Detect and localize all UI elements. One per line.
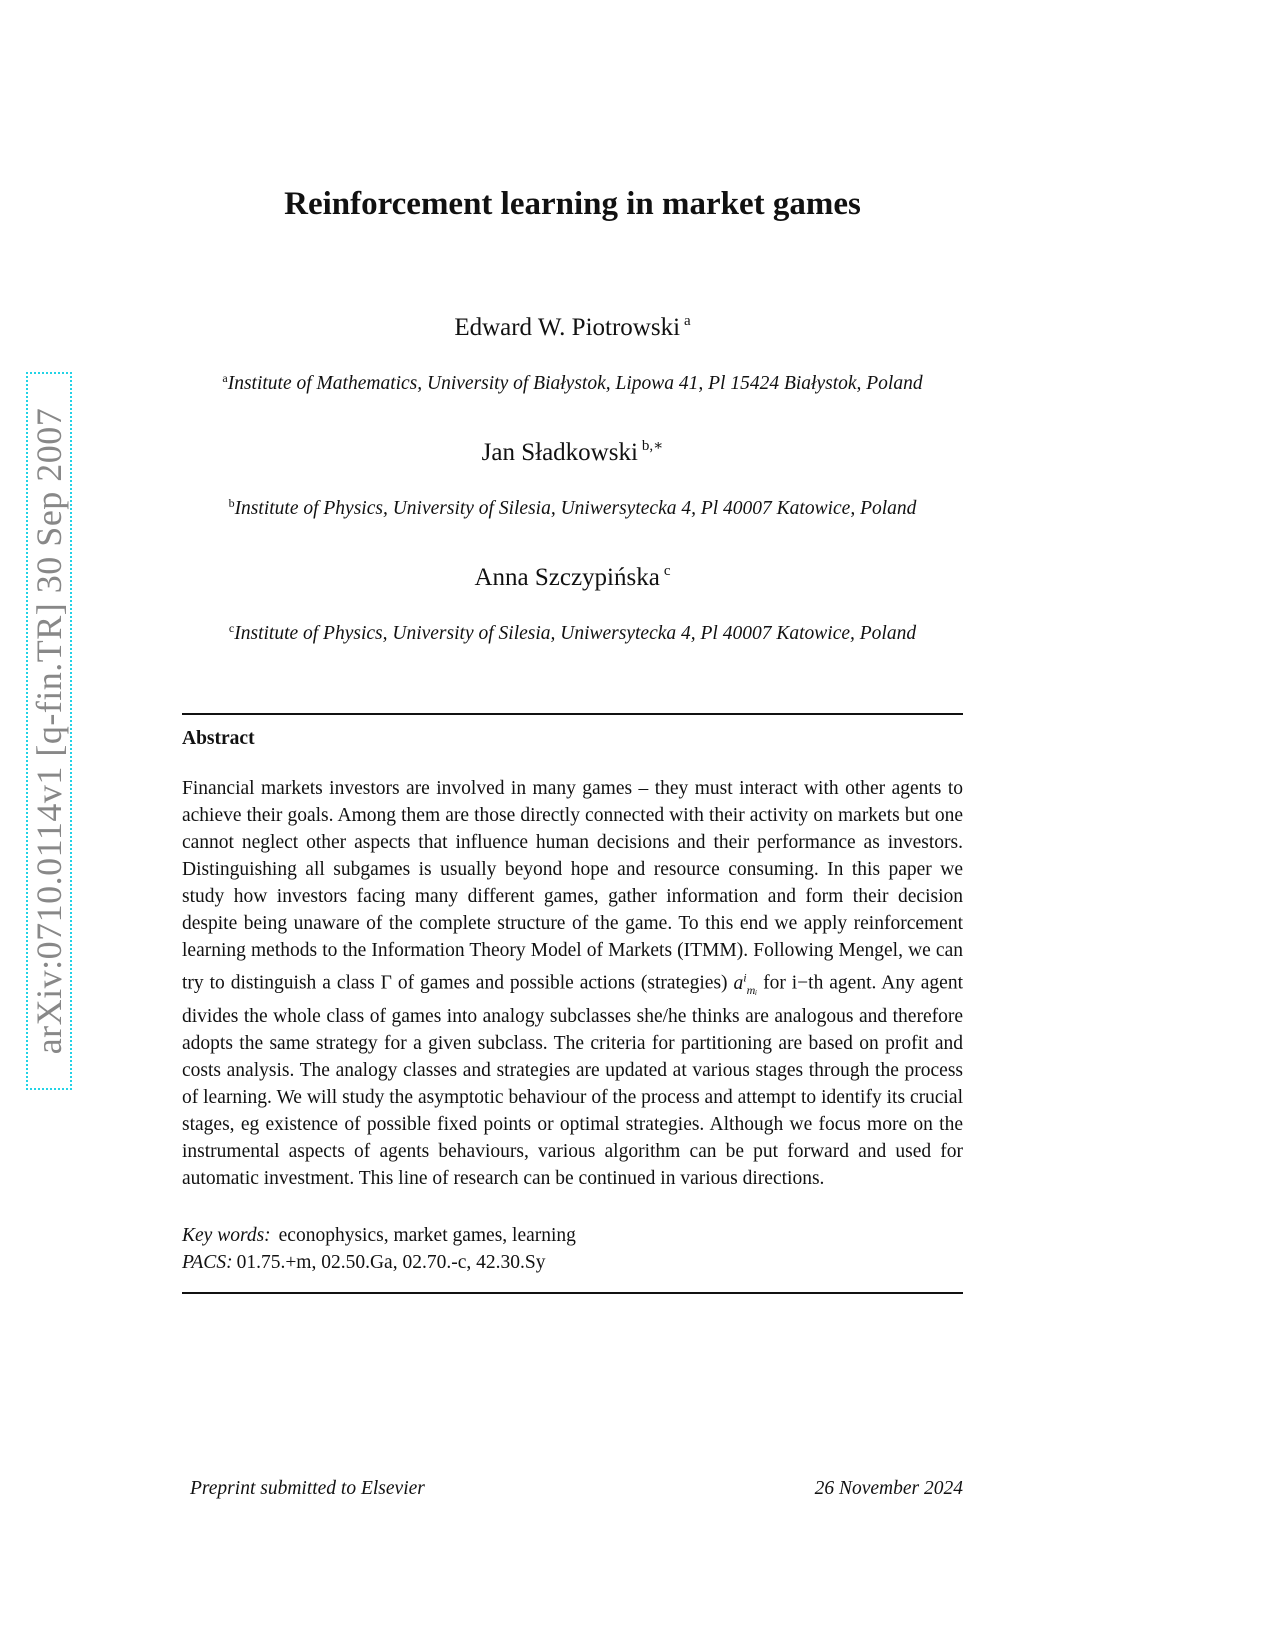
- abstract-part: for i−th agent. Any agent divides the whole class of games into analogy subclasses she/he thinks are analogous and therefore adopts the same strategy for a given subclass. The criteria for partitioning are based on profit and costs analysis. The analogy classes and strategies are updated at various stages through the process of learning. We will study the asymptotic behaviour of the process and attempt to identify its crucial stages, eg existence of possible fixed points or optimal strategies. Although we focus more on the instrumental aspects of agents behaviours, various algorithm can be put forward and used for automatic investment. This line of research can be continued in various directions.: [182, 972, 963, 1190]
- abstract-text: [182, 775, 963, 1192]
- arxiv-stamp: [26, 372, 72, 1090]
- author: [182, 431, 963, 468]
- affiliation-text: Institute of Physics, University of Silesia, Uniwersytecka 4, Pl 40007 Katowice, Poland: [234, 623, 917, 644]
- affiliation-text: Institute of Physics, University of Silesia, Uniwersytecka 4, Pl 40007 Katowice, Poland: [234, 498, 917, 519]
- affiliation-text: Institute of Mathematics, University of Białystok, Lipowa 41, Pl 15424 Białystok, Poland: [227, 373, 923, 394]
- arxiv-id: arXiv:0710.0114v1 [q-fin.TR] 30 Sep 2007: [29, 407, 69, 1055]
- divider: [182, 713, 963, 715]
- affiliation-mark: a: [222, 371, 228, 385]
- abstract-heading: Abstract: [182, 728, 255, 749]
- abstract-part: Financial markets investors are involved in many games – they must interact with other agents to achieve their goals. Among them are those directly connected with their activity on markets but one cannot neglect other aspects that influence human decisions and their performance as investors. Distinguishing all subgames is usually beyond hope and resource consuming. In this paper we study how investors facing many different games, gather information and form their decision despite being unaware of the complete structure of the game. To this end we apply reinforcement learning methods to the Information Theory Model of Markets (ITMM). Following Mengel, we can try to distinguish a class Γ of games and possible actions (strategies): [182, 778, 963, 994]
- author-mark: a: [684, 313, 691, 329]
- affiliation: [182, 615, 963, 647]
- keywords-label: Key words:: [182, 1225, 271, 1247]
- footer-date: 26 November 2024: [814, 1478, 963, 1499]
- page-column: [182, 184, 963, 1294]
- pacs-value: 01.75.+m, 02.50.Ga, 02.70.-c, 42.30.Sy: [236, 1252, 546, 1274]
- affiliation: [182, 365, 963, 397]
- math-sub: mᵢ: [746, 982, 758, 997]
- author-name: Anna Szczypińska: [474, 564, 660, 591]
- pacs-label: PACS:: [182, 1252, 233, 1274]
- paper-title: Reinforcement learning in market games: [284, 186, 861, 222]
- keywords-value: econophysics, market games, learning: [278, 1225, 576, 1247]
- affiliation-mark: c: [228, 621, 235, 635]
- footer-preprint: Preprint submitted to Elsevier: [190, 1478, 425, 1499]
- author-mark: b,∗: [641, 438, 664, 454]
- math-symbol: [733, 970, 758, 997]
- affiliation-mark: b: [228, 496, 235, 510]
- divider: [182, 1292, 963, 1294]
- author: [182, 306, 963, 343]
- keywords-block: [182, 1222, 963, 1276]
- author: [182, 556, 963, 593]
- author-name: Edward W. Piotrowski: [454, 314, 681, 341]
- affiliation: [182, 490, 963, 522]
- math-base: a: [733, 972, 744, 994]
- math-sup: i: [743, 970, 747, 984]
- author-name: Jan Sładkowski: [481, 439, 638, 466]
- author-mark: c: [663, 563, 671, 579]
